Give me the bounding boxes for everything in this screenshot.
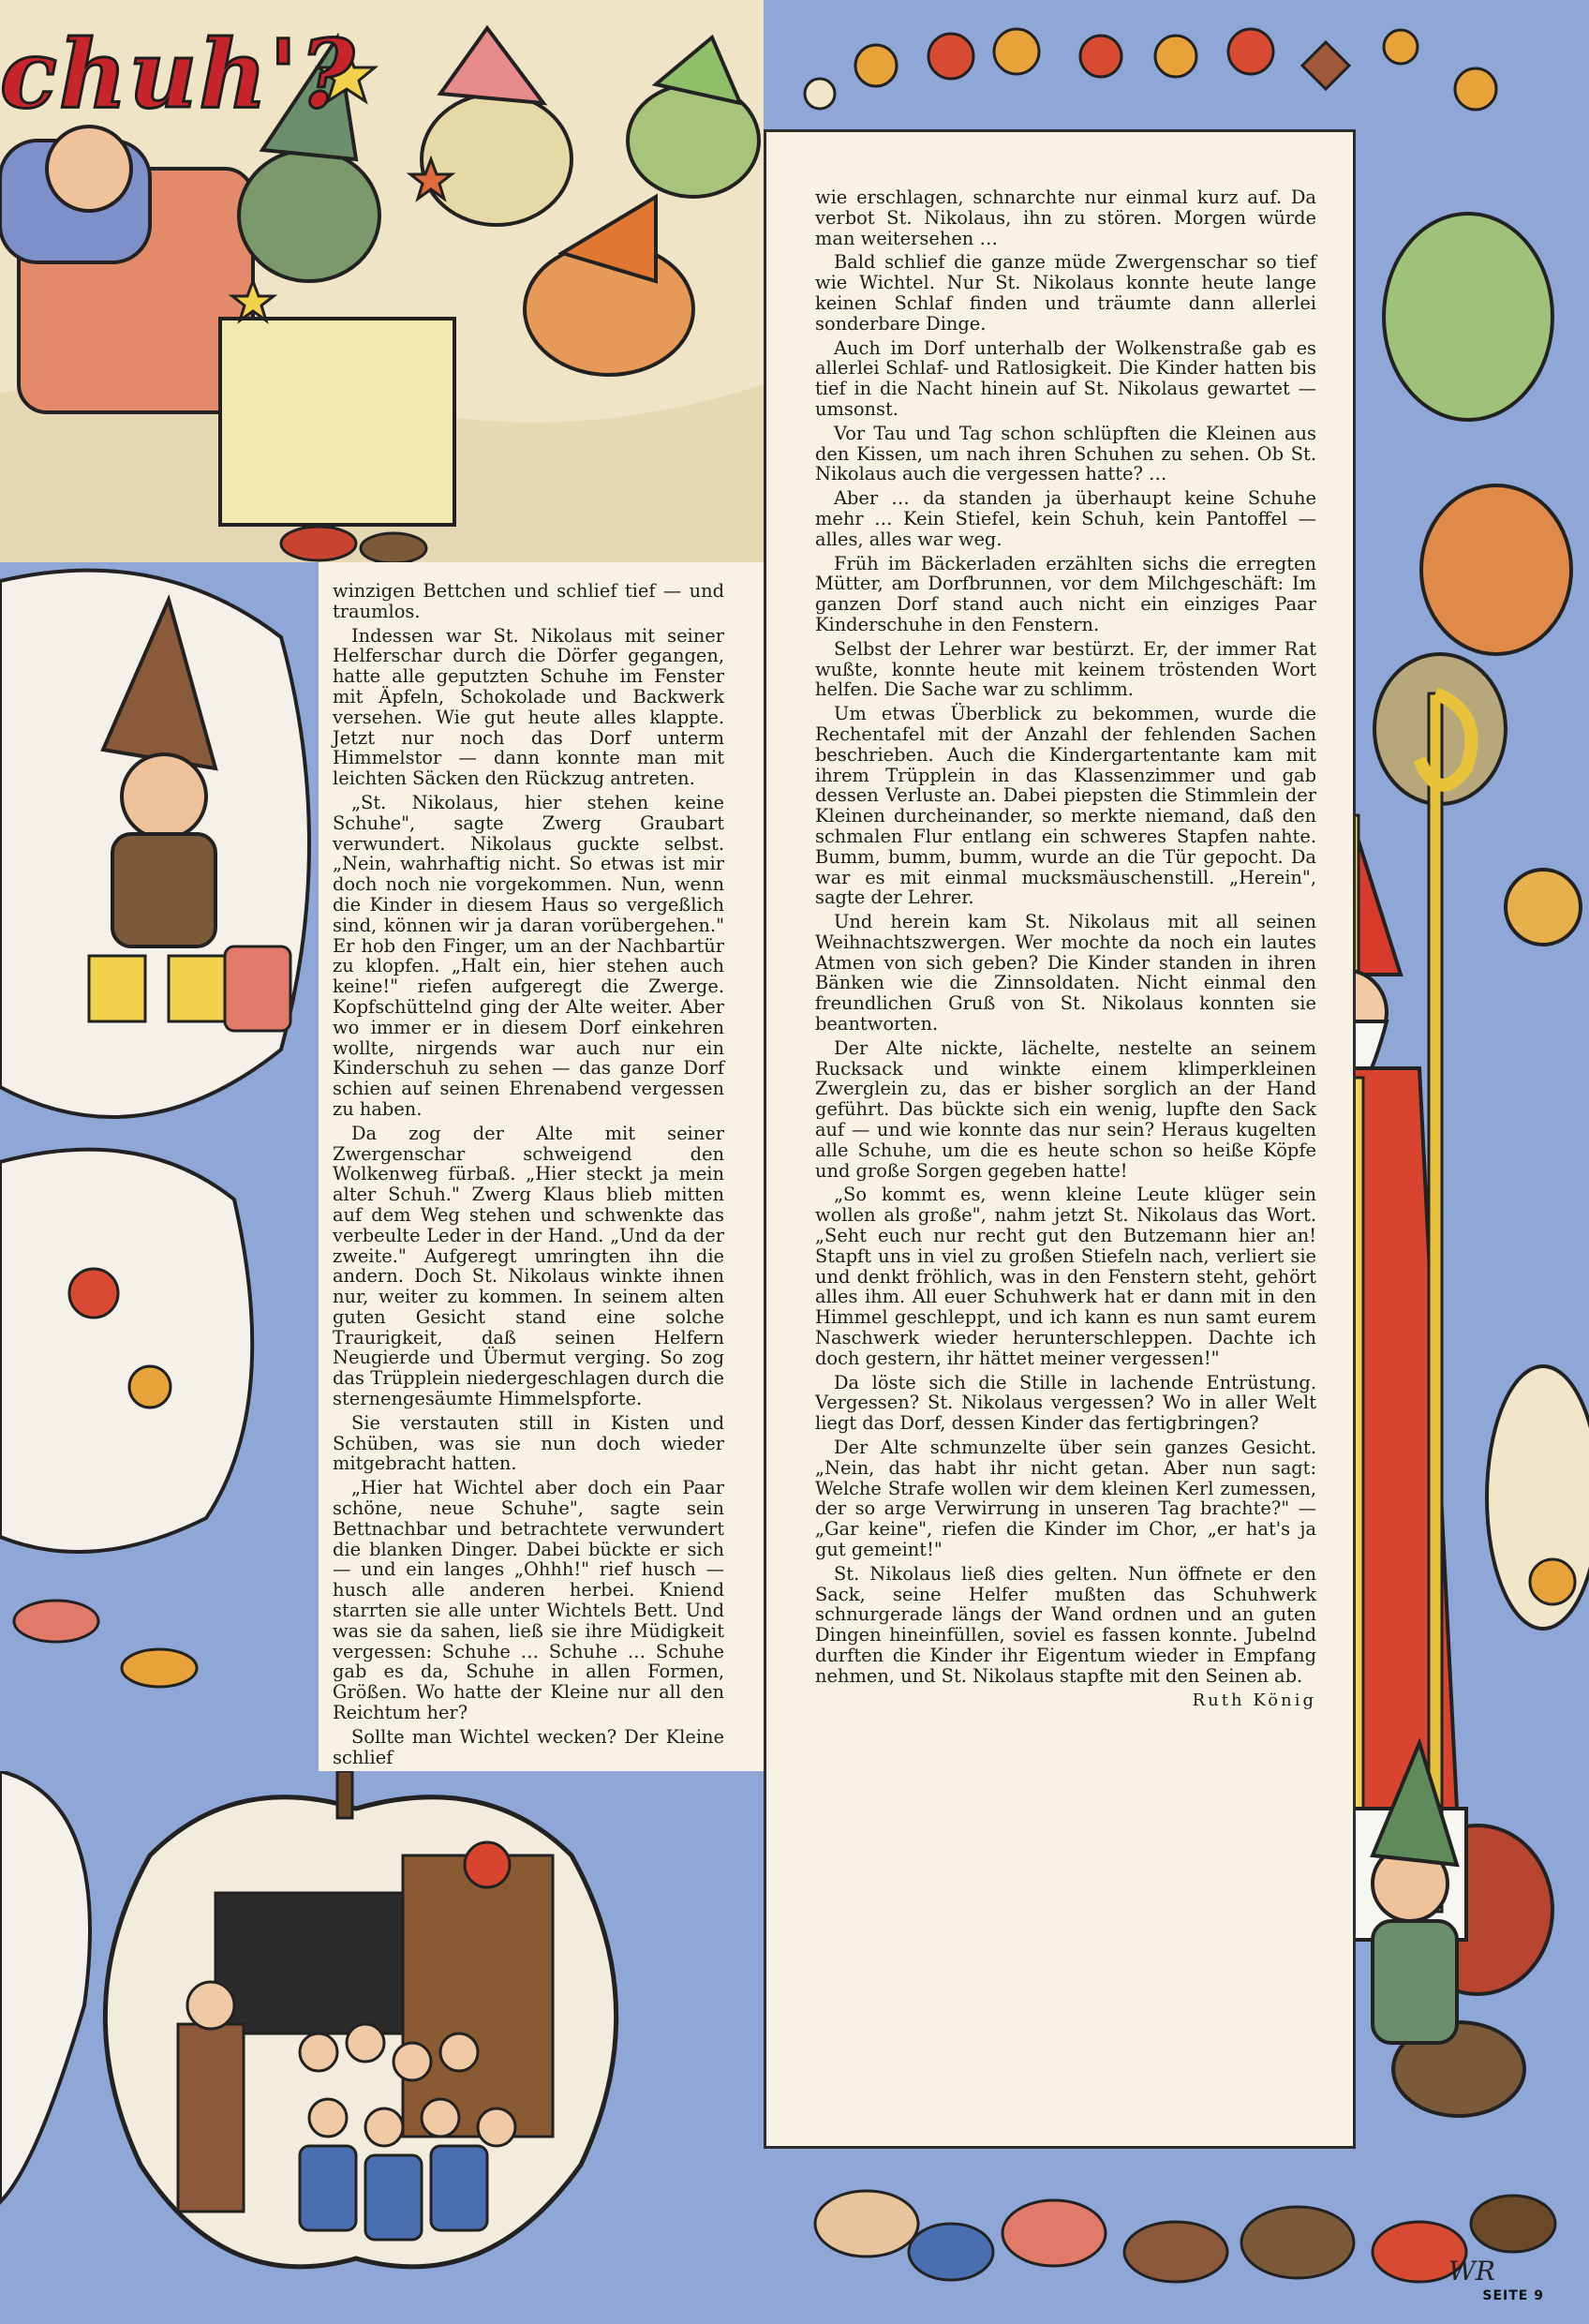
paragraph: Früh im Bäckerladen erzählten sichs die erregten Mütter, am Dorfbrunnen, vor dem Milchgeschäft: Im ganzen Dorf stand auch nicht ein einziges Paar Kinderschuhe in den Fenstern. (815, 552, 1316, 635)
paragraph: wie erschlagen, schnarchte nur einmal kurz auf. Da verbot St. Nikolaus, ihn zu stören. Morgen würde man weitersehen … (815, 186, 1316, 249)
illustration-classroom (0, 1771, 764, 2324)
paragraph: „So kommt es, wenn kleine Leute klüger sein wollen als große", nahm jetzt St. Nikolaus das Wort. „Seht euch nur recht gut den Butzemann hier an! Stapft uns in viel zu großen Stiefeln nach, verliert sie und denkt fröhlich, was in den Fenstern steht, gehört alles ihm. All euer Schuhwerk hat er dann mit in den Himmel geschleppt, und ich kann es nun samt eurem Naschwerk wieder herunterschleppen. Dachte ich doch gestern, ihr hättet meiner vergessen!" (815, 1184, 1316, 1369)
paragraph: Und herein kam St. Nikolaus mit all seinen Weihnachtszwergen. Wer mochte da noch ein lautes Atmen von sich geben? Die Kinder standen in ihren Bänken wie die Zinnsoldaten. Nicht einmal den freundlichen Gruß von St. Nikolaus konnten sie beantworten. (815, 911, 1316, 1035)
paragraph: Selbst der Lehrer war bestürzt. Er, der immer Rat wußte, konnte heute mit keinem tröstenden Wort helfen. Die Sache war zu schlimm. (815, 637, 1316, 701)
story-column-left (333, 581, 724, 1771)
story-title-fragment: chuh'? (0, 19, 357, 129)
paragraph: „Hier hat Wichtel aber doch ein Paar schöne, neue Schuhe", sagte sein Bettnachbar und betrachtete verwundert die blanken Dinger. Dabei bückte er sich — und ein langes „Ohhh!" rief husch — husch alle anderen herbei. Kniend starrten sie alle unter Wichtels Bett. Und was sie da sahen, ließ sie ihre Müdigkeit vergessen: Schuhe … Schuhe … Schuhe gab es da, Schuhe in allen Formen, Größen. Wo hatte der Kleine nur all den Reichtum her? (333, 1477, 724, 1724)
illustration-left-border (0, 562, 319, 1771)
classroom-art (0, 1771, 764, 2324)
story-column-right (815, 187, 1316, 1710)
paragraph: Vor Tau und Tag schon schlüpften die Kleinen aus den Kissen, um nach ihren Schuhen zu sehen. Ob St. Nikolaus auch die vergessen hatte? … (815, 422, 1316, 485)
illustration-top-strip (764, 0, 1589, 129)
paragraph: „St. Nikolaus, hier stehen keine Schuhe", sagte Zwerg Graubart verwundert. Nikolaus guckte selbst. „Nein, wahrhaftig nicht. So etwas ist mir doch noch nie vorgekommen. Nun, wenn die Kinder in diesem Haus so vergeßlich sind, können wir ja daran vorübergehen." Er hob den Finger, um an der Nachbartür zu klopfen. „Halt ein, hier stehen auch keine!" riefen aufgeregt die Zwerge. Kopfschüttelnd ging der Alte weiter. Aber wo immer er in diesem Dorf einkehren wollte, nirgends war auch nur ein Kinderschuh zu sehen — das ganze Dorf schien auf seinen Ehrenabend vergessen zu haben. (333, 791, 724, 1120)
paragraph: Sollte man Wichtel wecken? Der Kleine schlief (333, 1725, 724, 1768)
shoes-border-art (764, 2149, 1589, 2324)
paragraph: Der Alte schmunzelte über sein ganzes Gesicht. „Nein, das habt ihr nicht getan. Aber nun sagt: Welche Strafe wollen wir dem kleinen Kerl zumessen, der so arge Verwirrung in unseren Tag brachte?" — „Gar keine", riefen die Kinder im Chor, „er hat's ja gut gemeint!" (815, 1437, 1316, 1560)
paragraph: winzigen Bettchen und schlief tief — und traumlos. (333, 580, 724, 622)
paragraph: Auch im Dorf unterhalb der Wolkenstraße gab es allerlei Schlaf- und Ratlosigkeit. Die Kinder hatten bis tief in die Nacht hinein auf St. Nikolaus gewartet — umsonst. (815, 336, 1316, 420)
illustrator-signature: WR (1448, 2256, 1495, 2287)
illustration-bottom-shoes (764, 2149, 1589, 2324)
paragraph: Da zog der Alte mit seiner Zwergenschar schweigend den Wolkenweg fürbaß. „Hier steckt ja mein alter Schuh." Zwerg Klaus blieb mitten auf dem Weg stehen und schwenkte das verbeulte Leder in der Hand. „Und da der zweite." Aufgeregt umringten ihn die andern. Doch St. Nikolaus winkte ihnen nur, weiter zu kommen. In seinem alten guten Gesicht stand eine solche Traurigkeit, daß seinen Helfern Neugierde und Übermut verging. So zog das Trüpplein niedergeschlagen durch die sternengesäumte Himmelspforte. (333, 1122, 724, 1410)
paragraph: Der Alte nickte, lächelte, nestelte an seinem Rucksack und winkte einem klimperkleinen Zwerglein zu, das er bisher sorglich an der Hand geführt. Das bückte sich ein wenig, lupfte den Sack auf — und wie konnte das nur sein? Heraus kugelten alle Schuhe, um die es heute schon so heiße Köpfe und große Sorgen gegeben hatte! (815, 1036, 1316, 1182)
paragraph: Sie verstauten still in Kisten und Schüben, was sie nun doch wieder mitgebracht hatten. (333, 1411, 724, 1475)
clouds-dwarf-art (0, 562, 319, 1771)
paragraph: Aber … da standen ja überhaupt keine Schuhe mehr … Kein Stiefel, kein Schuh, kein Pantoffel — alles, alles war weg. (815, 487, 1316, 550)
author-byline: Ruth König (1192, 1690, 1316, 1710)
paragraph: St. Nikolaus ließ dies gelten. Nun öffnete er den Sack, seine Helfer mußten das Schuhwerk schnurgerade längs der Wand ordnen und an guten Dingen hineinfüllen, soviel es fassen konnte. Jubelnd durften die Kinder ihr Eigentum wieder in Empfang nehmen, und St. Nikolaus stapfte mit den Seinen ab. (815, 1562, 1316, 1687)
paragraph: Indessen war St. Nikolaus mit seiner Helferschar durch die Dörfer gegangen, hatte alle geputzten Schuhe im Fenster mit Äpfeln, Schokolade und Backwerk versehen. Wie gut heute alles klappte. Jetzt nur noch das Dorf unterm Himmelstor — dann konnte man mit leichten Säcken den Rückzug antreten. (333, 624, 724, 790)
page-number: SEITE 9 (1482, 2288, 1544, 2303)
paragraph: Um etwas Überblick zu bekommen, wurde die Rechentafel mit der Anzahl der fehlenden Sachen beschrieben. Auch die Kindergartentante kam mit ihrem Trüpplein in das Klassenzimmer und gab dessen Verluste an. Dabei piepsten die Stimmlein der Kleinen durcheinander, so merkte niemand, daß den schmalen Flur entlang ein schweres Stapfen nahte. Bumm, bumm, bumm, wurde an die Tür gepocht. Da war es mit einmal mucksmäuschenstill. „Herein", sagte der Lehrer. (815, 703, 1316, 909)
paragraph: Bald schlief die ganze müde Zwergenschar so tief wie Wichtel. Nur St. Nikolaus konnte heute lange keinen Schlaf finden und träumte dann allerlei sonderbare Dinge. (815, 251, 1316, 335)
fruit-border-art (764, 0, 1589, 129)
paragraph: Da löste sich die Stille in lachende Entrüstung. Vergessen? St. Nikolaus vergessen? Wo in aller Welt liegt das Dorf, dessen Kinder das fertigbringen? (815, 1371, 1316, 1435)
